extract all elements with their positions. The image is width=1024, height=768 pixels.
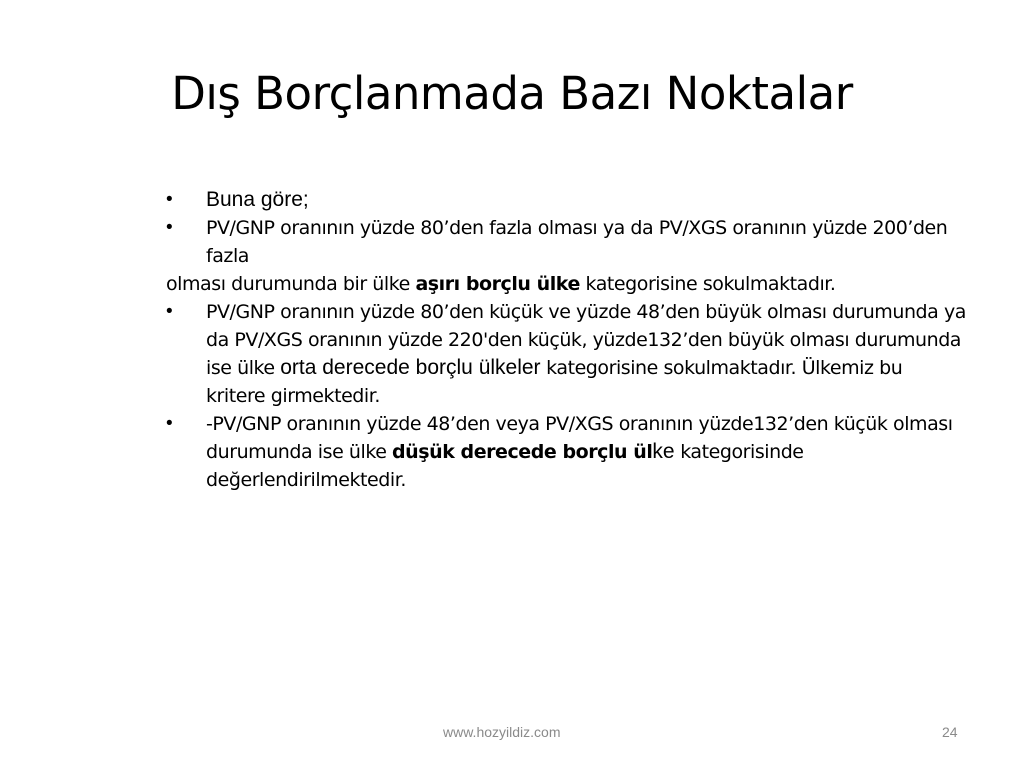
bullet-item-3 <box>166 298 966 410</box>
continuation-text-2: kategorisine sokulmaktadır. <box>579 273 836 295</box>
continuation-paragraph <box>166 270 966 298</box>
bullet-item-2 <box>166 214 966 270</box>
slide-body <box>166 186 966 494</box>
footer-url: www.hozyildiz.com <box>443 724 561 740</box>
bullet-icon: • <box>166 217 173 238</box>
bullet-4-text-1: -PV/GNP oranının yüzde 48’den veya PV/XGS oranının yüzde132’den küçük olması durumunda ise ülke <box>206 413 953 463</box>
bullet-icon: • <box>166 301 173 322</box>
bullet-3-text-1: PV/GNP oranının yüzde 80’den küçük ve yüzde 48’den büyük olması durumunda ya da PV/XGS oranının yüzde 220'den küçük, yüzde132’den büyük olması durumunda ise ülke <box>206 301 966 379</box>
low-debtor-term: düşük derecede borçlu ül <box>392 441 653 463</box>
bullet-4-text-2: kategorisinde değerlendirilmektedir. <box>206 441 804 491</box>
bullet-2-text: PV/GNP oranının yüzde 80’den fazla olması ya da PV/XGS oranının yüzde 200’den fazla <box>206 217 948 267</box>
bullet-icon: • <box>166 413 173 434</box>
excessive-debtor-term: aşırı borçlu ülke <box>415 273 580 295</box>
low-debtor-term-end: ke <box>652 440 675 463</box>
bullet-item-4 <box>166 410 966 494</box>
page-number: 24 <box>942 724 958 740</box>
bullet-1-text: Buna göre; <box>206 188 309 211</box>
continuation-text-1: olması durumunda bir ülke <box>166 273 416 295</box>
bullet-3-text-2: kategorisine sokulmaktadır. Ülkemiz bu kritere girmektedir. <box>206 357 903 407</box>
moderate-debtor-term: orta derecede borçlu ülkeler <box>280 356 541 379</box>
bullet-item-1 <box>166 186 966 214</box>
bullet-icon: • <box>166 189 173 210</box>
slide-title: Dış Borçlanmada Bazı Noktalar <box>171 67 853 120</box>
